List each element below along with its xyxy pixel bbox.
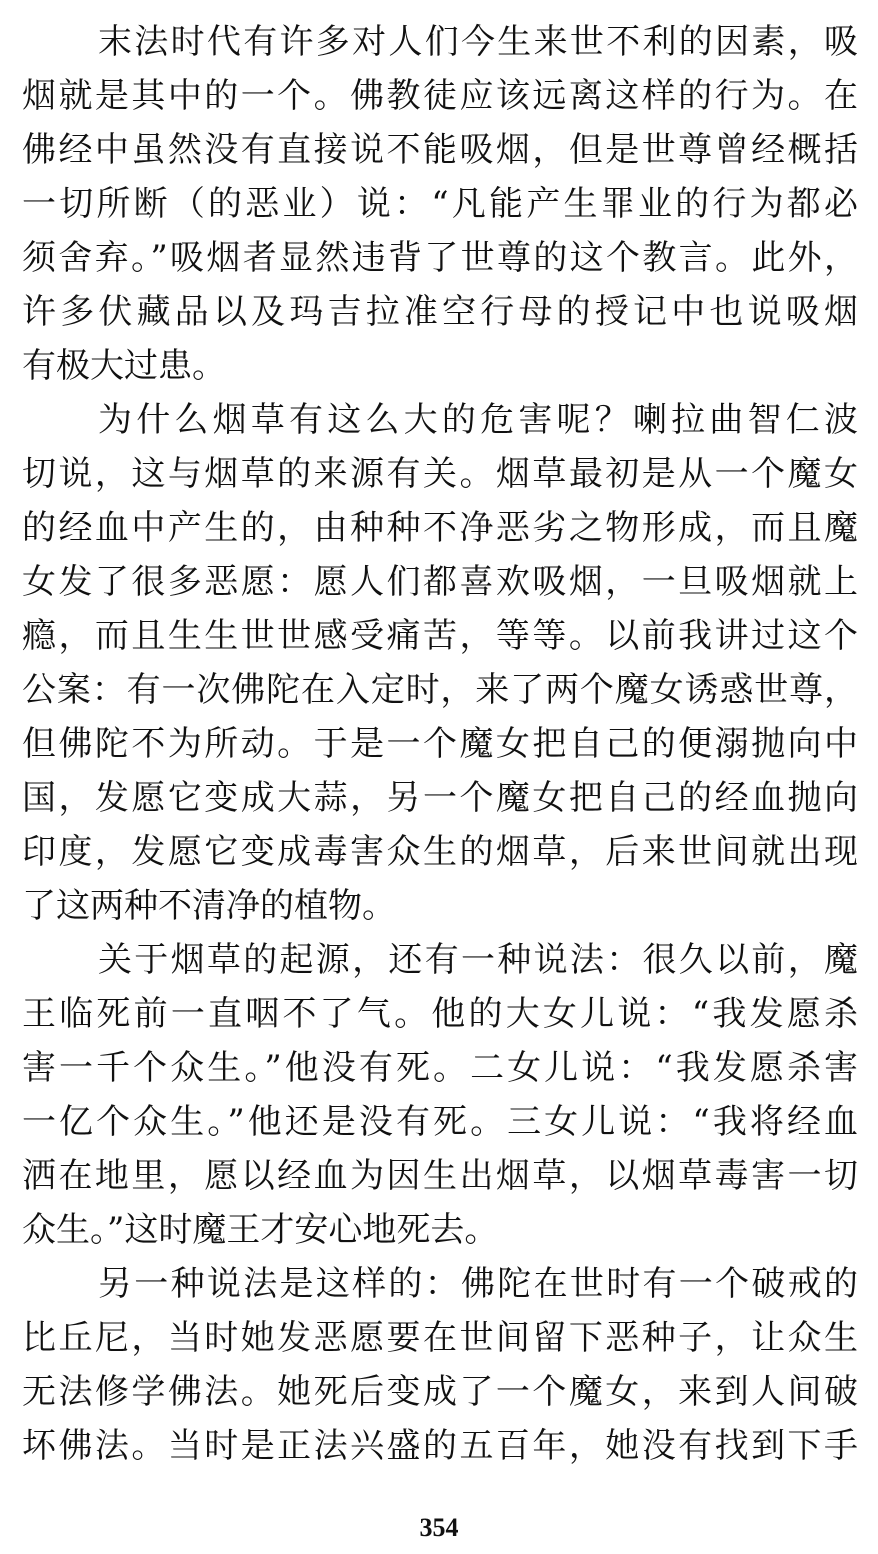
text-line: 的经血中产生的，由种种不净恶劣之物形成，而且魔 bbox=[22, 508, 858, 548]
text-line: 为什么烟草有这么大的危害呢？喇拉曲智仁波 bbox=[98, 400, 858, 440]
text-line: 了这两种不清净的植物。 bbox=[22, 886, 396, 926]
text-line: 众生。”这时魔王才安心地死去。 bbox=[22, 1210, 499, 1250]
text-line: 坏佛法。当时是正法兴盛的五百年，她没有找到下手 bbox=[22, 1426, 858, 1466]
body-text bbox=[22, 15, 858, 1473]
text-line: 佛经中虽然没有直接说不能吸烟，但是世尊曾经概括 bbox=[22, 130, 858, 170]
text-line: 比丘尼，当时她发恶愿要在世间留下恶种子，让众生 bbox=[22, 1318, 858, 1358]
text-line: 害一千个众生。”他没有死。二女儿说：“我发愿杀害 bbox=[22, 1048, 858, 1088]
text-line: 关于烟草的起源，还有一种说法：很久以前，魔 bbox=[98, 940, 858, 980]
text-line: 末法时代有许多对人们今生来世不利的因素，吸 bbox=[98, 22, 858, 62]
text-line: 有极大过患。 bbox=[22, 346, 226, 386]
text-line: 许多伏藏品以及玛吉拉准空行母的授记中也说吸烟 bbox=[22, 292, 858, 332]
text-line: 女发了很多恶愿：愿人们都喜欢吸烟，一旦吸烟就上 bbox=[22, 562, 858, 602]
text-line: 无法修学佛法。她死后变成了一个魔女，来到人间破 bbox=[22, 1372, 858, 1412]
text-line: 印度，发愿它变成毒害众生的烟草，后来世间就出现 bbox=[22, 832, 858, 872]
text-line: 一亿个众生。”他还是没有死。三女儿说：“我将经血 bbox=[22, 1102, 858, 1142]
text-line: 一切所断（的恶业）说：“凡能产生罪业的行为都必 bbox=[22, 184, 858, 224]
text-line: 公案：有一次佛陀在入定时，来了两个魔女诱惑世尊， bbox=[22, 670, 858, 710]
text-line: 瘾，而且生生世世感受痛苦，等等。以前我讲过这个 bbox=[22, 616, 858, 656]
text-line: 切说，这与烟草的来源有关。烟草最初是从一个魔女 bbox=[22, 454, 858, 494]
text-line: 洒在地里，愿以经血为因生出烟草，以烟草毒害一切 bbox=[22, 1156, 858, 1196]
page-number: 354 bbox=[419, 1513, 459, 1542]
text-line: 须舍弃。”吸烟者显然违背了世尊的这个教言。此外， bbox=[22, 238, 858, 278]
text-line: 国，发愿它变成大蒜，另一个魔女把自己的经血抛向 bbox=[22, 778, 858, 818]
text-line: 但佛陀不为所动。于是一个魔女把自己的便溺抛向中 bbox=[22, 724, 858, 764]
text-line: 烟就是其中的一个。佛教徒应该远离这样的行为。在 bbox=[22, 76, 858, 116]
text-line: 王临死前一直咽不了气。他的大女儿说：“我发愿杀 bbox=[22, 994, 858, 1034]
text-line: 另一种说法是这样的：佛陀在世时有一个破戒的 bbox=[98, 1264, 858, 1304]
